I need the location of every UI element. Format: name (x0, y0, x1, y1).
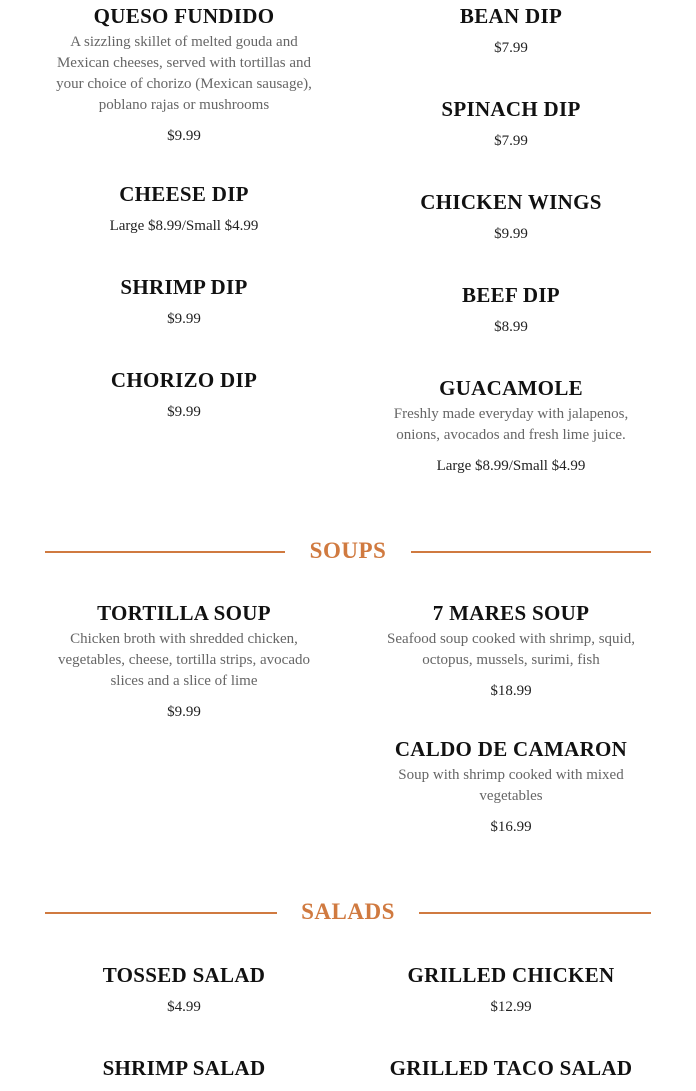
item-name: BEAN DIP (459, 4, 563, 28)
item-price: $9.99 (167, 128, 201, 144)
item-price: $9.99 (167, 404, 201, 420)
item-name: TOSSED SALAD (102, 963, 266, 987)
menu-item-cheese-dip (49, 182, 319, 236)
menu-item-shrimp-dip (49, 275, 319, 329)
item-price: $12.99 (490, 999, 532, 1015)
menu-item-tortilla-soup (49, 601, 319, 722)
item-price: $9.99 (167, 311, 201, 327)
menu-item-spinach-dip (376, 97, 646, 151)
item-name: CALDO DE CAMARON (394, 737, 628, 761)
item-description: Soup with shrimp cooked with mixed vegetables (398, 767, 624, 804)
item-price: Large $8.99/Small $4.99 (436, 458, 586, 474)
menu-item-chicken-wings (376, 190, 646, 244)
section-title: SOUPS (309, 538, 387, 563)
menu-item-shrimp-salad (49, 1056, 319, 1080)
section-header-salads (45, 897, 651, 927)
item-name: CHICKEN WINGS (420, 190, 602, 214)
item-name: BEEF DIP (462, 283, 560, 307)
menu-item-caldo-de-camaron (376, 737, 646, 837)
menu-item-guacamole (376, 376, 646, 476)
item-name: SHRIMP SALAD (102, 1056, 266, 1080)
item-name: CHEESE DIP (119, 182, 249, 206)
item-price: $8.99 (494, 319, 528, 335)
item-price: $4.99 (167, 999, 201, 1015)
item-price: $18.99 (490, 683, 532, 699)
menu-item-grilled-chicken (376, 963, 646, 1017)
item-price: $9.99 (494, 226, 528, 242)
item-name: GUACAMOLE (439, 376, 583, 400)
menu-item-grilled-taco-salad (376, 1056, 646, 1080)
menu-item-7-mares-soup (376, 601, 646, 701)
item-name: CHORIZO DIP (110, 368, 258, 392)
item-name: SPINACH DIP (441, 97, 581, 121)
item-price: Large $8.99/Small $4.99 (109, 218, 259, 234)
item-description: A sizzling skillet of melted gouda and Mexican cheeses, served with tortillas and your choice of chorizo (Mexican sausage), poblano rajas or mushrooms (56, 34, 312, 113)
item-price: $7.99 (494, 133, 528, 149)
menu-item-chorizo-dip (49, 368, 319, 422)
section-title: SALADS (301, 899, 395, 924)
item-name: TORTILLA SOUP (97, 601, 271, 625)
item-description: Seafood soup cooked with shrimp, squid, octopus, mussels, surimi, fish (387, 631, 635, 668)
item-name: GRILLED TACO SALAD (389, 1056, 633, 1080)
menu-item-tossed-salad (49, 963, 319, 1017)
item-name: QUESO FUNDIDO (93, 4, 275, 28)
menu-item-bean-dip (376, 4, 646, 58)
item-description: Chicken broth with shredded chicken, vegetables, cheese, tortilla strips, avocado slices and a slice of lime (58, 631, 310, 689)
item-description: Freshly made everyday with jalapenos, onions, avocados and fresh lime juice. (393, 406, 629, 443)
item-price: $7.99 (494, 40, 528, 56)
item-price: $9.99 (167, 704, 201, 720)
item-name: 7 MARES SOUP (432, 601, 590, 625)
item-name: SHRIMP DIP (120, 275, 248, 299)
item-price: $16.99 (490, 819, 532, 835)
menu-item-queso-fundido (49, 4, 319, 146)
item-name: GRILLED CHICKEN (407, 963, 615, 987)
menu-item-beef-dip (376, 283, 646, 337)
section-header-soups (45, 536, 651, 566)
